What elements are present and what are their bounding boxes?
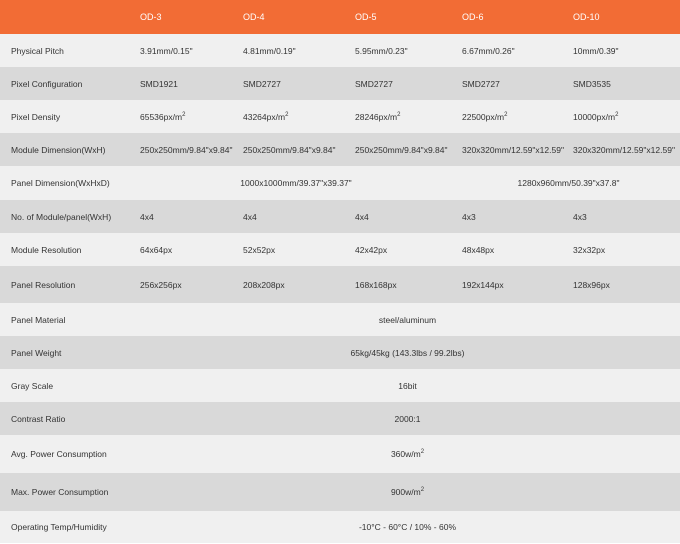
model-header: OD-3	[140, 12, 162, 22]
cell-value	[238, 100, 350, 133]
table-row	[0, 369, 680, 402]
table-row	[0, 133, 680, 166]
cell-value: 48x48px	[462, 244, 495, 255]
value-text: 43264px/m	[243, 111, 286, 122]
row-label: No. of Module/panel(WxH)	[11, 211, 112, 222]
cell-value: 10mm/0.39"	[573, 45, 619, 56]
value-text: 22500px/m	[462, 111, 505, 122]
cell-value: 42x42px	[355, 244, 388, 255]
table-row	[0, 34, 680, 67]
cell-value: SMD1921	[140, 78, 178, 89]
cell-value: 4x3	[573, 211, 587, 222]
table-row	[0, 473, 680, 511]
cell-value: 16bit	[398, 380, 417, 391]
value-text: 65536px/m	[140, 111, 183, 122]
cell-value: 1280x960mm/50.39"x37.8"	[517, 178, 620, 188]
cell-value: SMD2727	[462, 78, 500, 89]
cell-value: 2000:1	[394, 413, 421, 424]
header-blank	[0, 0, 135, 34]
cell-value: 52x52px	[243, 244, 276, 255]
row-label: Avg. Power Consumption	[11, 449, 107, 459]
row-label: Module Resolution	[11, 244, 82, 255]
table-row	[0, 435, 680, 473]
cell-value: 32x32px	[573, 244, 606, 255]
cell-value: 250x250mm/9.84"x9.84"	[140, 144, 233, 155]
row-label: Module Dimension(WxH)	[11, 144, 106, 155]
cell-value: 64x64px	[140, 244, 173, 255]
row-label: Panel Weight	[11, 347, 62, 358]
row-label: Panel Dimension(WxHxD)	[11, 178, 110, 188]
table-row	[0, 200, 680, 233]
row-label: Pixel Configuration	[11, 78, 83, 89]
cell-value	[135, 100, 238, 133]
superscript: 2	[397, 111, 401, 118]
cell-value: 65kg/45kg (143.3lbs / 99.2lbs)	[350, 347, 465, 358]
cell-value: 250x250mm/9.84"x9.84"	[355, 144, 448, 155]
row-label: Max. Power Consumption	[11, 487, 109, 497]
cell-value: 4.81mm/0.19"	[243, 45, 296, 56]
header-row	[0, 0, 680, 34]
table-row	[0, 402, 680, 435]
cell-value: 4x3	[462, 211, 476, 222]
value-text: 10000px/m	[573, 111, 616, 122]
superscript: 2	[420, 449, 425, 456]
superscript: 2	[504, 111, 508, 118]
model-header: OD-4	[243, 12, 265, 22]
cell-value	[135, 473, 680, 511]
cell-value: 320x320mm/12.59"x12.59"	[462, 144, 564, 155]
cell-value	[135, 435, 680, 473]
cell-value: SMD2727	[243, 78, 281, 89]
row-label: Gray Scale	[11, 380, 54, 391]
cell-value: 208x208px	[243, 279, 285, 290]
cell-value: 4x4	[355, 211, 369, 222]
cell-value: SMD2727	[355, 78, 393, 89]
cell-value: 6.67mm/0.26"	[462, 45, 515, 56]
table-row	[0, 67, 680, 100]
cell-value: 4x4	[243, 211, 257, 222]
value-text: 360w/m	[390, 449, 421, 459]
value-text: 900w/m	[390, 487, 421, 497]
value-text: 28246px/m	[355, 111, 398, 122]
table-row	[0, 303, 680, 336]
cell-value: -10°C - 60°C / 10% - 60%	[358, 522, 457, 532]
cell-value: 5.95mm/0.23"	[355, 45, 408, 56]
table-row	[0, 511, 680, 543]
table-row	[0, 266, 680, 303]
cell-value: 4x4	[140, 211, 154, 222]
cell-value	[568, 100, 680, 133]
row-label: Panel Resolution	[11, 279, 76, 290]
table-row	[0, 336, 680, 369]
cell-value: 1000x1000mm/39.37"x39.37"	[240, 178, 352, 188]
cell-value: 168x168px	[355, 279, 397, 290]
cell-value: 128x96px	[573, 279, 610, 290]
superscript: 2	[420, 487, 425, 494]
cell-value: 3.91mm/0.15"	[140, 45, 193, 56]
model-header: OD-10	[573, 12, 600, 22]
superscript: 2	[285, 111, 289, 118]
cell-value: 250x250mm/9.84"x9.84"	[243, 144, 336, 155]
cell-value	[457, 100, 568, 133]
cell-value: 320x320mm/12.59"x12.59"	[573, 144, 675, 155]
cell-value: 256x256px	[140, 279, 182, 290]
model-header: OD-5	[355, 12, 377, 22]
table-row	[0, 233, 680, 266]
row-label: Contrast Ratio	[11, 413, 66, 424]
cell-value: steel/aluminum	[378, 314, 437, 325]
cell-value	[350, 100, 457, 133]
row-label: Panel Material	[11, 314, 66, 325]
row-label: Pixel Density	[11, 111, 61, 122]
row-label: Physical Pitch	[11, 45, 64, 56]
row-label: Operating Temp/Humidity	[11, 522, 107, 532]
table-row	[0, 100, 680, 133]
superscript: 2	[615, 111, 619, 118]
cell-value: 192x144px	[462, 279, 504, 290]
table-row	[0, 166, 680, 200]
superscript: 2	[182, 111, 186, 118]
cell-value: SMD3535	[573, 78, 611, 89]
model-header: OD-6	[462, 12, 484, 22]
